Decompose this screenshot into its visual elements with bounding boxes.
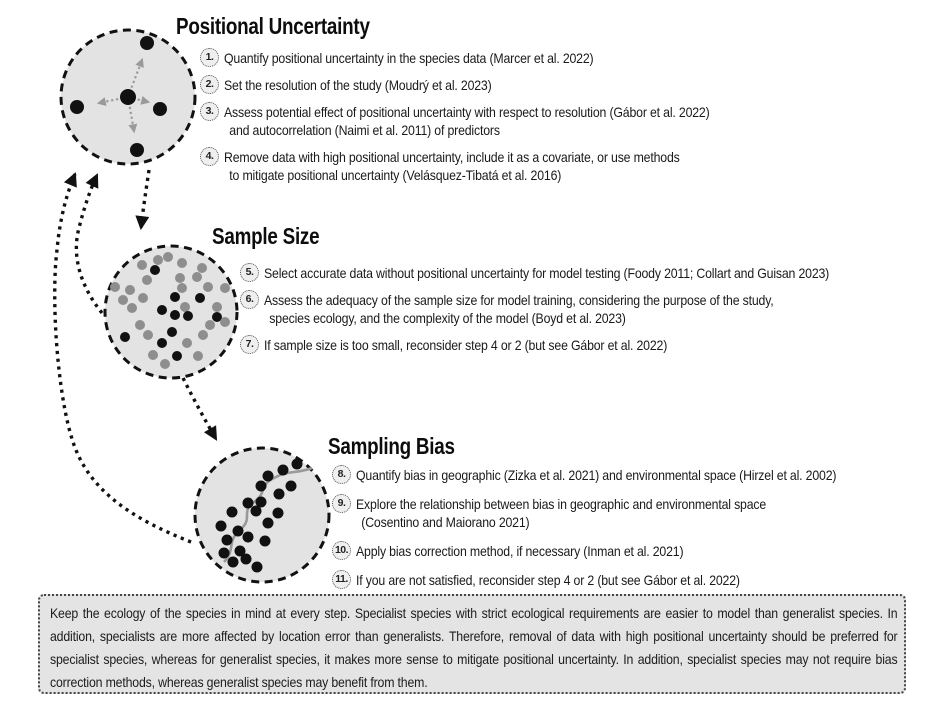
step-11 [332, 571, 902, 589]
arrow-sample-size-to-positional-uncertainty [76, 175, 102, 313]
step-7 [240, 336, 906, 354]
arrow-sample-size-to-sampling-bias [183, 378, 216, 439]
step-number-badge: 11. [332, 570, 351, 589]
step-number-badge: 6. [240, 290, 259, 309]
section-title-positional-uncertainty: Positional Uncertainty [176, 13, 370, 39]
section-title-sampling-bias: Sampling Bias [328, 433, 455, 459]
step-text: to mitigate positional uncertainty (Velásquez-Tibatá et al. 2016) [229, 167, 562, 183]
step-6 [240, 291, 906, 327]
section-sample-size [212, 222, 906, 363]
step-number-badge: 9. [332, 494, 351, 513]
step-number-badge: 5. [240, 263, 259, 282]
step-9 [332, 495, 902, 531]
step-3 [200, 103, 776, 139]
step-number-badge: 1. [200, 48, 219, 67]
step-text: Explore the relationship between bias in geographic and environmental space [356, 496, 767, 512]
step-number-badge: 10. [332, 541, 351, 560]
step-number-badge: 8. [332, 465, 351, 484]
step-5 [240, 264, 906, 282]
step-text: If you are not satisfied, reconsider step 4 or 2 (but see Gábor et al. 2022) [356, 572, 740, 588]
step-text: If sample size is too small, reconsider step 4 or 2 (but see Gábor et al. 2022) [264, 337, 668, 353]
section-title-sample-size: Sample Size [212, 223, 320, 249]
step-text: Select accurate data without positional uncertainty for model testing (Foody 2011; Collart and Guisan 2023) [264, 265, 830, 281]
step-text: Quantify positional uncertainty in the species data (Marcer et al. 2022) [224, 50, 594, 66]
step-4 [200, 148, 776, 184]
step-number-badge: 2. [200, 75, 219, 94]
step-10 [332, 542, 902, 560]
arrow-positional-uncertainty-to-sample-size [141, 170, 149, 228]
step-number-badge: 7. [240, 335, 259, 354]
step-text: and autocorrelation (Naimi et al. 2011) of predictors [229, 122, 500, 138]
step-text: Apply bias correction method, if necessary (Inman et al. 2021) [356, 543, 684, 559]
positional-uncertainty-circle-icon [61, 30, 195, 164]
step-text: Remove data with high positional uncertainty, include it as a covariate, or use methods [224, 149, 680, 165]
sampling-bias-circle-icon [195, 448, 329, 582]
step-text: species ecology, and the complexity of the model (Boyd et al. 2023) [269, 310, 626, 326]
step-text: Assess potential effect of positional uncertainty with respect to resolution (Gábor et al. 2022) [224, 104, 710, 120]
step-number-badge: 4. [200, 147, 219, 166]
step-text: Set the resolution of the study (Moudrý et al. 2023) [224, 77, 492, 93]
ecology-note-box [38, 594, 906, 694]
step-1 [200, 49, 776, 67]
ecology-note-text: Keep the ecology of the species in mind at every step. Specialist species with strict ecological requirements are easier to model than generalist species. In addition, specialists are more affected by location error than generalists. Therefore, removal of data with high positional uncertainty should be preferred for specialist species, whereas for generalist species, it makes more sense to mitigate positional uncertainty. In addition, specialist species may not require bias correction methods, whereas generalist species may benefit from them. [50, 605, 898, 690]
step-text: Assess the adequacy of the sample size for model training, considering the purpose of the study, [264, 292, 774, 308]
step-8 [332, 466, 902, 484]
step-text: (Cosentino and Maiorano 2021) [361, 514, 530, 530]
step-text: Quantify bias in geographic (Zizka et al. 2021) and environmental space (Hirzel et al. 2002) [356, 467, 837, 483]
section-sampling-bias [328, 432, 902, 600]
section-positional-uncertainty [176, 12, 776, 193]
step-2 [200, 76, 776, 94]
step-number-badge: 3. [200, 102, 219, 121]
